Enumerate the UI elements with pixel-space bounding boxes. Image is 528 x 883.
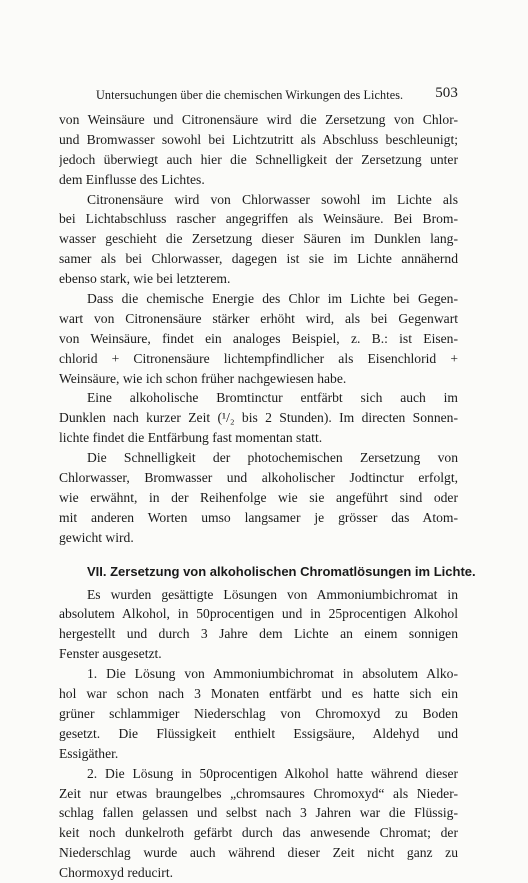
text-line: Dunklen nach kurzer Zeit (¹/₂ bis 2 Stunden). Im directen Sonnen-	[59, 410, 458, 426]
text-line: Dass die chemische Energie des Chlor im Lichte bei Gegen-	[87, 291, 458, 307]
text-line: Fenster ausgesetzt.	[59, 646, 162, 662]
text-line: von Weinsäure, findet ein analoges Beispiel, z. B.: ist Eisen-	[59, 330, 458, 346]
text-line: Die Schnelligkeit der photochemischen Zersetzung von	[87, 450, 458, 466]
text-line: Essigäther.	[59, 745, 119, 761]
text-line: samer als bei Chlorwasser, dagegen ist sie im Lichte annähernd	[59, 251, 458, 267]
text-line: dem Einflusse des Lichtes.	[59, 171, 205, 187]
page-body	[59, 110, 476, 883]
text-line: Chlorwasser, Bromwasser und alkoholischer Jodtinctur erfolgt,	[59, 470, 458, 486]
text-line: jedoch überwiegt auch hier die Schnelligkeit der Zersetzung unter	[59, 151, 458, 167]
text-block-1	[59, 110, 458, 548]
text-line: 2. Die Lösung in 50procentigen Alkohol hatte während dieser	[87, 765, 458, 781]
section-heading: VII. Zersetzung von alkoholischen Chromatlösungen im Lichte.	[87, 563, 476, 579]
text-line: Weinsäure, wie ich schon früher nachgewiesen habe.	[59, 370, 347, 386]
text-line: wie erwähnt, in der Reihenfolge wie sie angeführt sind oder	[59, 489, 458, 505]
text-line: lichte findet die Entfärbung fast momentan statt.	[59, 430, 323, 446]
text-line: ebenso stark, wie bei letzterem.	[59, 271, 231, 287]
text-line: bei Lichtabschluss rascher angegriffen als Weinsäure. Bei Brom-	[59, 211, 458, 227]
text-line: gesetzt. Die Flüssigkeit enthielt Essigsäure, Aldehyd und	[59, 725, 458, 741]
text-line: mit anderen Worten umso langsamer je grösser das Atom-	[59, 509, 458, 525]
text-line: Es wurden gesättigte Lösungen von Ammoniumbichromat in	[87, 586, 458, 602]
text-line: wart von Citronensäure stärker erhöht wird, als bei Gegenwart	[59, 310, 458, 326]
text-line: Zeit nur etwas braungelbes „chromsaures Chromoxyd“ als Nieder-	[59, 785, 458, 801]
text-line: und Bromwasser sowohl bei Lichtzutritt als Abschluss beschleunigt;	[59, 131, 458, 147]
text-line: schlag fallen gelassen und selbst nach 3 Jahren war die Flüssig-	[59, 805, 458, 821]
text-line: gewicht wird.	[59, 529, 134, 545]
text-line: Eine alkoholische Bromtinctur entfärbt sich auch im	[87, 390, 458, 406]
running-title: Untersuchungen über die chemischen Wirkungen des Lichtes.	[96, 88, 404, 102]
text-line: hergestellt und durch 3 Jahre dem Lichte an einem sonnigen	[59, 626, 458, 642]
text-line: keit noch dunkelroth gefärbt durch das anwesende Chromat; der	[59, 825, 458, 841]
text-line: Niederschlag wurde auch während dieser Zeit nicht ganz zu	[59, 845, 458, 861]
text-line: chlorid + Citronensäure lichtempfindlicher als Eisenchlorid +	[59, 350, 458, 366]
text-line: Chormoxyd reducirt.	[59, 865, 174, 881]
page-number: 503	[435, 85, 458, 101]
text-line: von Weinsäure und Citronensäure wird die Zersetzung von Chlor-	[59, 112, 458, 127]
text-line: absolutem Alkohol, in 50procentigen und in 25procentigen Alkohol	[59, 606, 458, 622]
text-line: grüner schlammiger Niederschlag von Chromoxyd zu Boden	[59, 705, 458, 721]
text-line: Citronensäure wird von Chlorwasser sowohl im Lichte als	[87, 191, 458, 207]
text-line: 1. Die Lösung von Ammoniumbichromat in absolutem Alko-	[87, 666, 458, 682]
text-block-2	[59, 585, 458, 883]
text-line: hol war schon nach 3 Monaten entfärbt und es hatte sich ein	[59, 686, 458, 702]
text-line: wasser geschieht die Zersetzung dieser Säuren im Dunklen lang-	[59, 231, 458, 247]
